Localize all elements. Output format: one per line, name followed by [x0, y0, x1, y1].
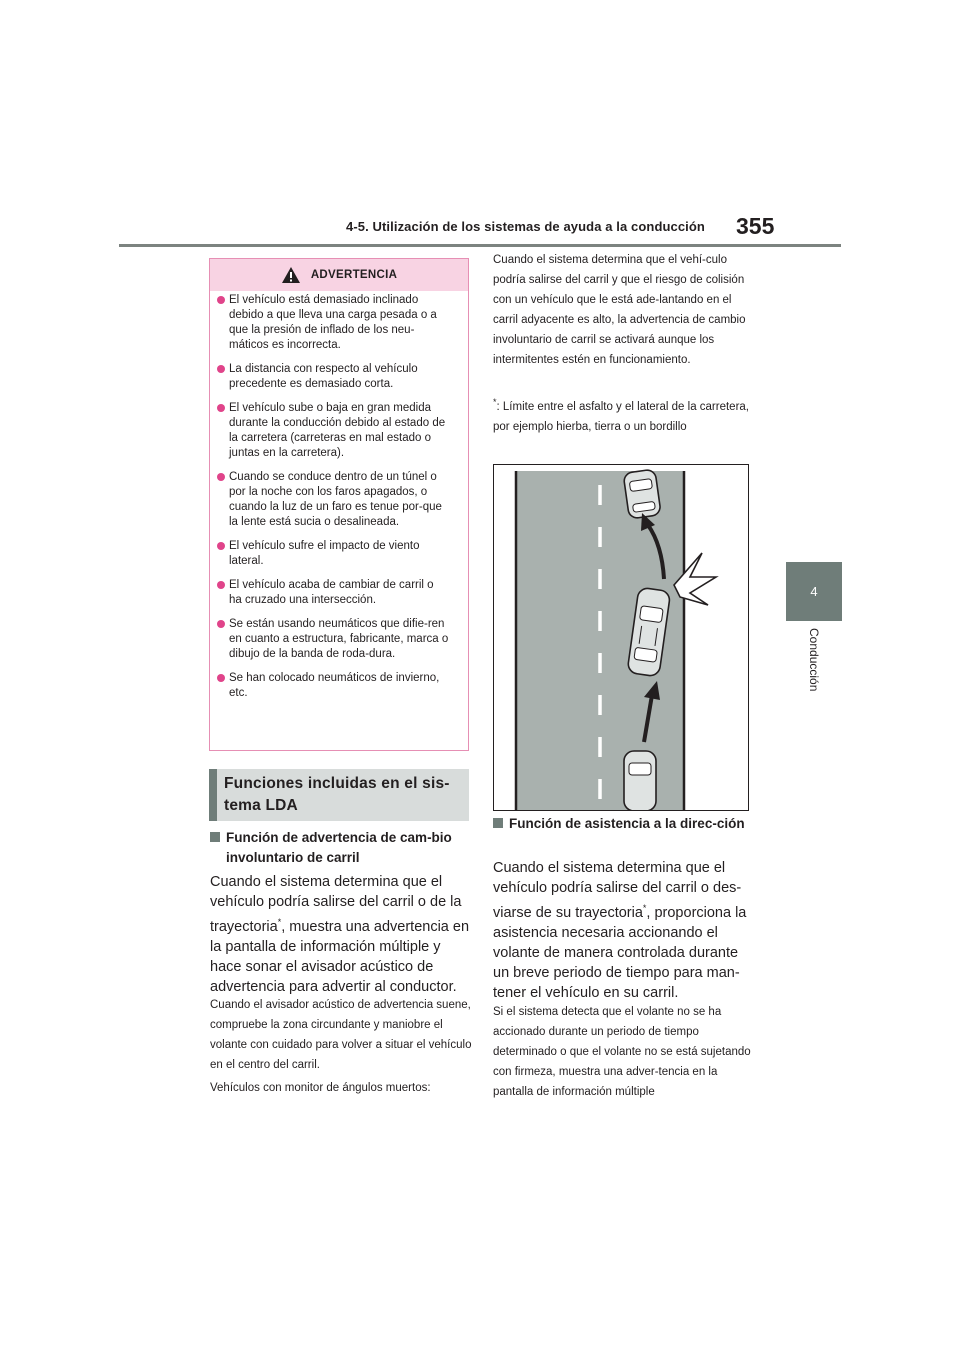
- footnote: *: Límite entre el asfalto y el lateral de la carretera, por ejemplo hierba, tierra o un bordillo: [493, 397, 749, 433]
- warning-item: El vehículo sube o baja en gran medida durante la conducción debido al estado de la carretera (carreteras en mal estado o juntas en la carretera).: [217, 401, 449, 461]
- paragraph-blind-spot-detail: Cuando el sistema determina que el vehí-culo podría salirse del carril y que el riesgo de colisión con un vehículo que le está ade-lantando en el carril adyacente es alto, la advertencia de cambio involuntario de carril se activará aunque los intermitentes estén en funcionamiento.: [493, 254, 746, 366]
- section-heading: Funciones incluidas en el sis-tema LDA: [209, 769, 469, 821]
- running-header-title: 4-5. Utilización de los sistemas de ayuda a la conducción: [346, 219, 705, 234]
- paragraph-buzzer-advice: Cuando el avisador acústico de advertencia suene, compruebe la zona circundante y maniobre el volante con cuidado para volver a situar el vehículo en el centro del carril.: [210, 999, 472, 1071]
- header-rule: [119, 244, 841, 247]
- warning-item: El vehículo está demasiado inclinado debido a que lleva una carga pesada o a que la presión de inflado de los neu-máticos es incorrecta.: [217, 293, 449, 353]
- paragraph-warning-function: Cuando el sistema determina que el vehículo podría salirse del carril o de la trayectoria*, muestra una advertencia en la pantalla de información múltiple y hace sonar el avisador acústico de advertencia para advertir al conductor.: [210, 874, 470, 995]
- warning-triangle-icon: [281, 266, 301, 284]
- warning-title: ADVERTENCIA: [310, 269, 398, 281]
- warning-list: [210, 293, 468, 701]
- paragraph-steering-assist: Cuando el sistema determina que el vehículo podría salirse del carril o des-viarse de su trayectoria*, proporciona la asistencia necesaria accionando el volante de manera controlada durante un breve periodo de tiempo para man-tener el vehículo en su carril.: [493, 860, 747, 1001]
- warning-item: La distancia con respecto al vehículo precedente es demasiado corta.: [217, 362, 449, 392]
- warning-box: [209, 258, 469, 751]
- paragraph-blind-spot: Vehículos con monitor de ángulos muertos:: [210, 1082, 431, 1094]
- page-number: 355: [736, 213, 775, 239]
- warning-item: El vehículo sufre el impacto de viento lateral.: [217, 539, 449, 569]
- asterisk-mark: *: [642, 903, 647, 913]
- sub-heading-steering-assist: Función de asistencia a la direc-ción: [493, 814, 751, 834]
- warning-header: [210, 259, 468, 291]
- asterisk-mark: *: [277, 917, 282, 927]
- lane-change-illustration: [493, 464, 749, 811]
- sub-heading-lane-departure-warning: Función de advertencia de cam-bio involuntario de carril: [210, 828, 470, 868]
- paragraph-steering-warning: Si el sistema detecta que el volante no se ha accionado durante un periodo de tiempo determinado o que el volante no se está sujetando con firmeza, muestra una adver-tencia en la pantalla de información múltiple: [493, 1006, 751, 1098]
- chapter-tab[interactable]: [786, 562, 842, 621]
- warning-item: Cuando se conduce dentro de un túnel o por la noche con los faros apagados, o cuando la luz de un faro es tenue por-que la lente está sucia o desalineada.: [217, 470, 449, 530]
- chapter-label: Conducción: [807, 628, 821, 692]
- warning-item: El vehículo acaba de cambiar de carril o ha cruzado una intersección.: [217, 578, 449, 608]
- warning-item: Se están usando neumáticos que difie-ren en cuanto a estructura, fabricante, marca o dibujo de la banda de roda-dura.: [217, 617, 449, 662]
- warning-item: Se han colocado neumáticos de invierno, etc.: [217, 671, 449, 701]
- chapter-number: 4: [810, 584, 818, 599]
